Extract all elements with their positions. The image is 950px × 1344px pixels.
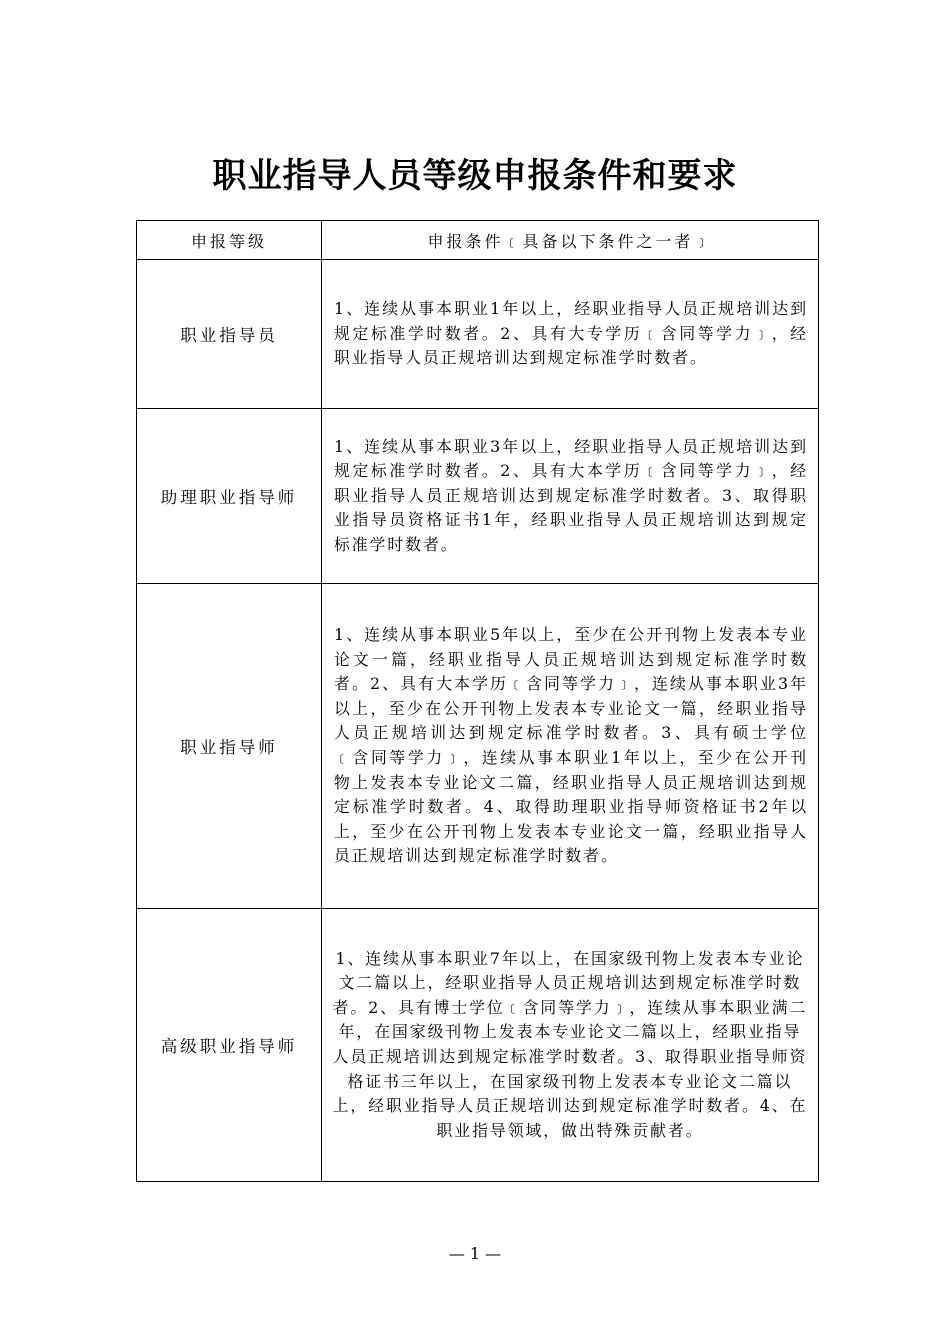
page-title: 职业指导人员等级申报条件和要求 <box>212 156 738 196</box>
header-level: 申报等级 <box>137 221 322 260</box>
table-row <box>137 584 819 909</box>
level-cell: 助理职业指导师 <box>137 409 322 584</box>
conditions-cell: 1、连续从事本职业3年以上，经职业指导人员正规培训达到规定标准学时数者。2、具有大本学历﹝含同等学力﹞，经职业指导人员正规培训达到规定标准学时数者。3、取得职业指导员资格证书1年，经职业指导人员正规培训达到规定标准学时数者。 <box>322 409 819 584</box>
table-row <box>137 409 819 584</box>
table-header-row <box>137 221 819 260</box>
page-number: — 1 — <box>448 1244 502 1263</box>
level-cell: 高级职业指导师 <box>137 909 322 1182</box>
conditions-cell: 1、连续从事本职业1年以上，经职业指导人员正规培训达到规定标准学时数者。2、具有大专学历﹝含同等学力﹞，经职业指导人员正规培训达到规定标准学时数者。 <box>322 260 819 409</box>
table-row <box>137 909 819 1182</box>
level-cell: 职业指导师 <box>137 584 322 909</box>
requirements-table <box>136 220 819 1182</box>
conditions-cell: 1、连续从事本职业7年以上，在国家级刊物上发表本专业论文二篇以上，经职业指导人员正规培训达到规定标准学时数者。2、具有博士学位﹝含同等学力﹞，连续从事本职业满二年，在国家级刊物上发表本专业论文二篇以上，经职业指导人员正规培训达到规定标准学时数者。3、取得职业指导师资格证书三年以上，在国家级刊物上发表本专业论文二篇以上，经职业指导人员正规培训达到规定标准学时数者。4、在职业指导领域，做出特殊贡献者。 <box>322 909 819 1182</box>
table-row <box>137 260 819 409</box>
conditions-cell: 1、连续从事本职业5年以上，至少在公开刊物上发表本专业论文一篇，经职业指导人员正规培训达到规定标准学时数者。2、具有大本学历﹝含同等学力﹞，连续从事本职业3年以上，至少在公开刊物上发表本专业论文一篇，经职业指导人员正规培训达到规定标准学时数者。3、具有硕士学位﹝含同等学力﹞，连续从事本职业1年以上，至少在公开刊物上发表本专业论文二篇，经职业指导人员正规培训达到规定标准学时数者。4、取得助理职业指导师资格证书2年以上，至少在公开刊物上发表本专业论文一篇，经职业指导人员正规培训达到规定标准学时数者。 <box>322 584 819 909</box>
header-conditions: 申报条件﹝具备以下条件之一者﹞ <box>322 221 819 260</box>
level-cell: 职业指导员 <box>137 260 322 409</box>
